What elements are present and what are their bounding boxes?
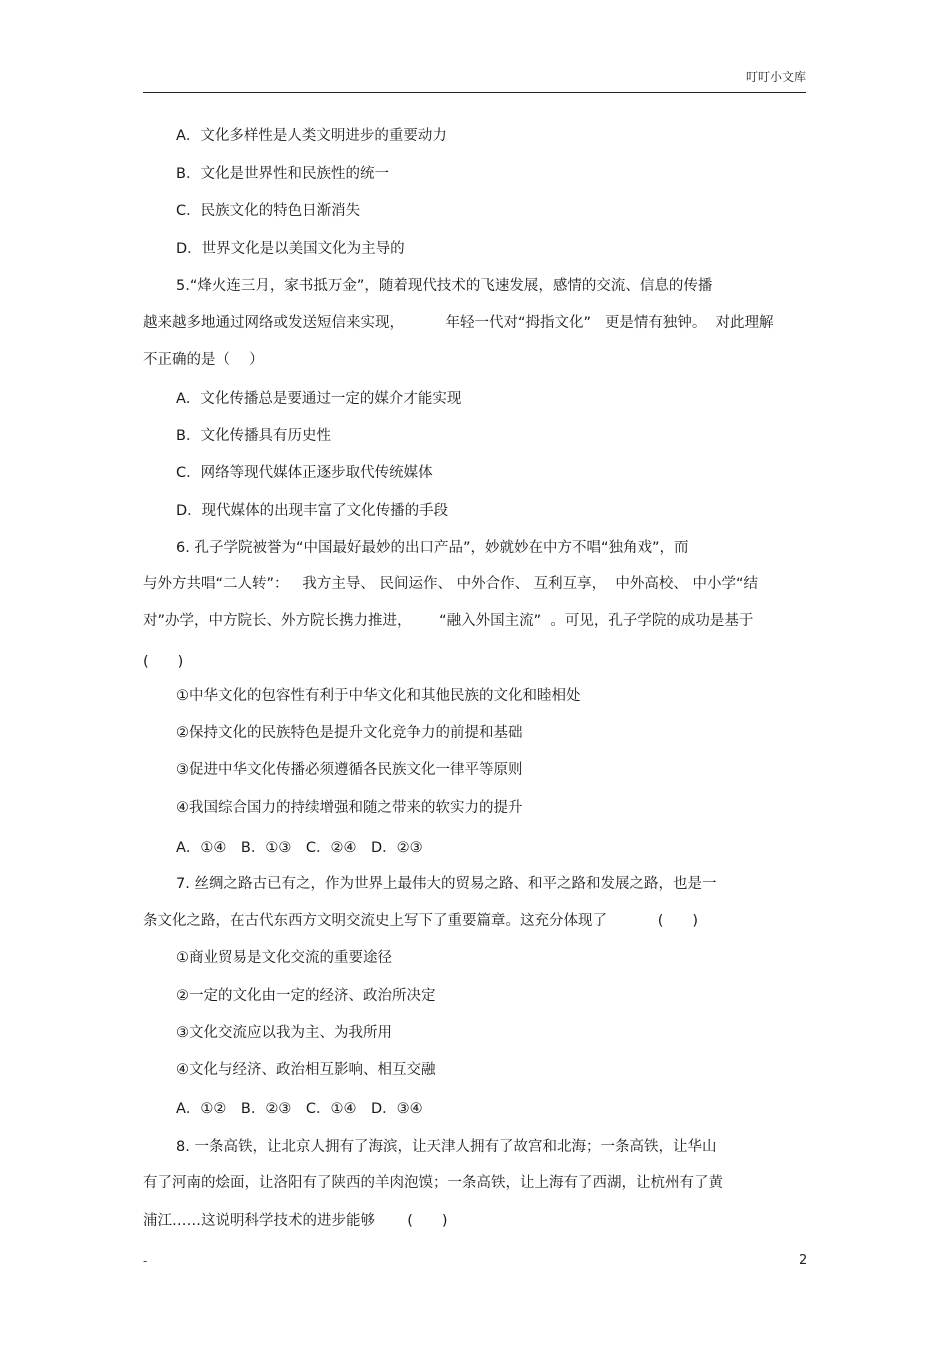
footer-dash: - bbox=[143, 1254, 148, 1268]
option-line: D．世界文化是以美国文化为主导的 bbox=[176, 241, 405, 257]
option-line: A．①④ B．①③ C．②④ D．②③ bbox=[176, 840, 423, 856]
statement-line: ③文化交流应以我为主、为我所用 bbox=[176, 1025, 392, 1041]
option-line: B．文化传播具有历史性 bbox=[176, 428, 331, 444]
question-line: 7. 丝绸之路古已有之，作为世界上最伟大的贸易之路、和平之路和发展之路，也是一 bbox=[176, 876, 717, 892]
question-line: ( ) bbox=[143, 654, 184, 670]
statement-line: ④我国综合国力的持续增强和随之带来的软实力的提升 bbox=[176, 800, 523, 816]
statement-line: ②一定的文化由一定的经济、政治所决定 bbox=[176, 988, 436, 1004]
question-line: 浦江……这说明科学技术的进步能够 ( ) bbox=[143, 1213, 448, 1229]
question-line: 不正确的是（ ） bbox=[143, 352, 264, 368]
option-line: A．文化多样性是人类文明进步的重要动力 bbox=[176, 128, 447, 144]
statement-line: ①商业贸易是文化交流的重要途径 bbox=[176, 950, 392, 966]
statement-line: ①中华文化的包容性有利于中华文化和其他民族的文化和睦相处 bbox=[176, 688, 581, 704]
option-line: B．文化是世界性和民族性的统一 bbox=[176, 166, 389, 182]
statement-line: ③促进中华文化传播必须遵循各民族文化一律平等原则 bbox=[176, 762, 523, 778]
question-line: 与外方共唱“二人转”： 我方主导、 民间运作、 中外合作、 互利互享， 中外高校、 中小学“结 bbox=[143, 576, 759, 592]
option-line: A．文化传播总是要通过一定的媒介才能实现 bbox=[176, 391, 462, 407]
page-number: 2 bbox=[799, 1253, 808, 1268]
option-line: C．网络等现代媒体正逐步取代传统媒体 bbox=[176, 465, 433, 481]
question-line: 有了河南的烩面，让洛阳有了陕西的羊肉泡馍；一条高铁，让上海有了西湖，让杭州有了黄 bbox=[143, 1175, 723, 1191]
question-line: 6. 孔子学院被誉为“中国最好最妙的出口产品”，妙就妙在中方不唱“独角戏”，而 bbox=[176, 540, 689, 556]
page-header bbox=[143, 68, 806, 93]
question-line: 5.“烽火连三月，家书抵万金”，随着现代技术的飞速发展，感情的交流、信息的传播 bbox=[176, 278, 713, 294]
header-title: 叮叮小文库 bbox=[745, 70, 806, 84]
option-line: D．现代媒体的出现丰富了文化传播的手段 bbox=[176, 503, 449, 519]
statement-line: ②保持文化的民族特色是提升文化竞争力的前提和基础 bbox=[176, 725, 523, 741]
question-line: 对”办学，中方院长、外方院长携力推进， “融入外国主流” 。可见，孔子学院的成功是基于 bbox=[143, 613, 754, 629]
question-line: 条文化之路，在古代东西方文明交流史上写下了重要篇章。这充分体现了 ( ) bbox=[143, 913, 699, 929]
question-line: 越来越多地通过网络或发送短信来实现， 年轻一代对“拇指文化” 更是情有独钟。 对此理解 bbox=[143, 315, 774, 331]
option-line: C．民族文化的特色日渐消失 bbox=[176, 203, 361, 219]
question-line: 8. 一条高铁，让北京人拥有了海滨，让天津人拥有了故宫和北海；一条高铁，让华山 bbox=[176, 1139, 717, 1155]
statement-line: ④文化与经济、政治相互影响、相互交融 bbox=[176, 1062, 436, 1078]
option-line: A．①② B．②③ C．①④ D．③④ bbox=[176, 1101, 423, 1117]
